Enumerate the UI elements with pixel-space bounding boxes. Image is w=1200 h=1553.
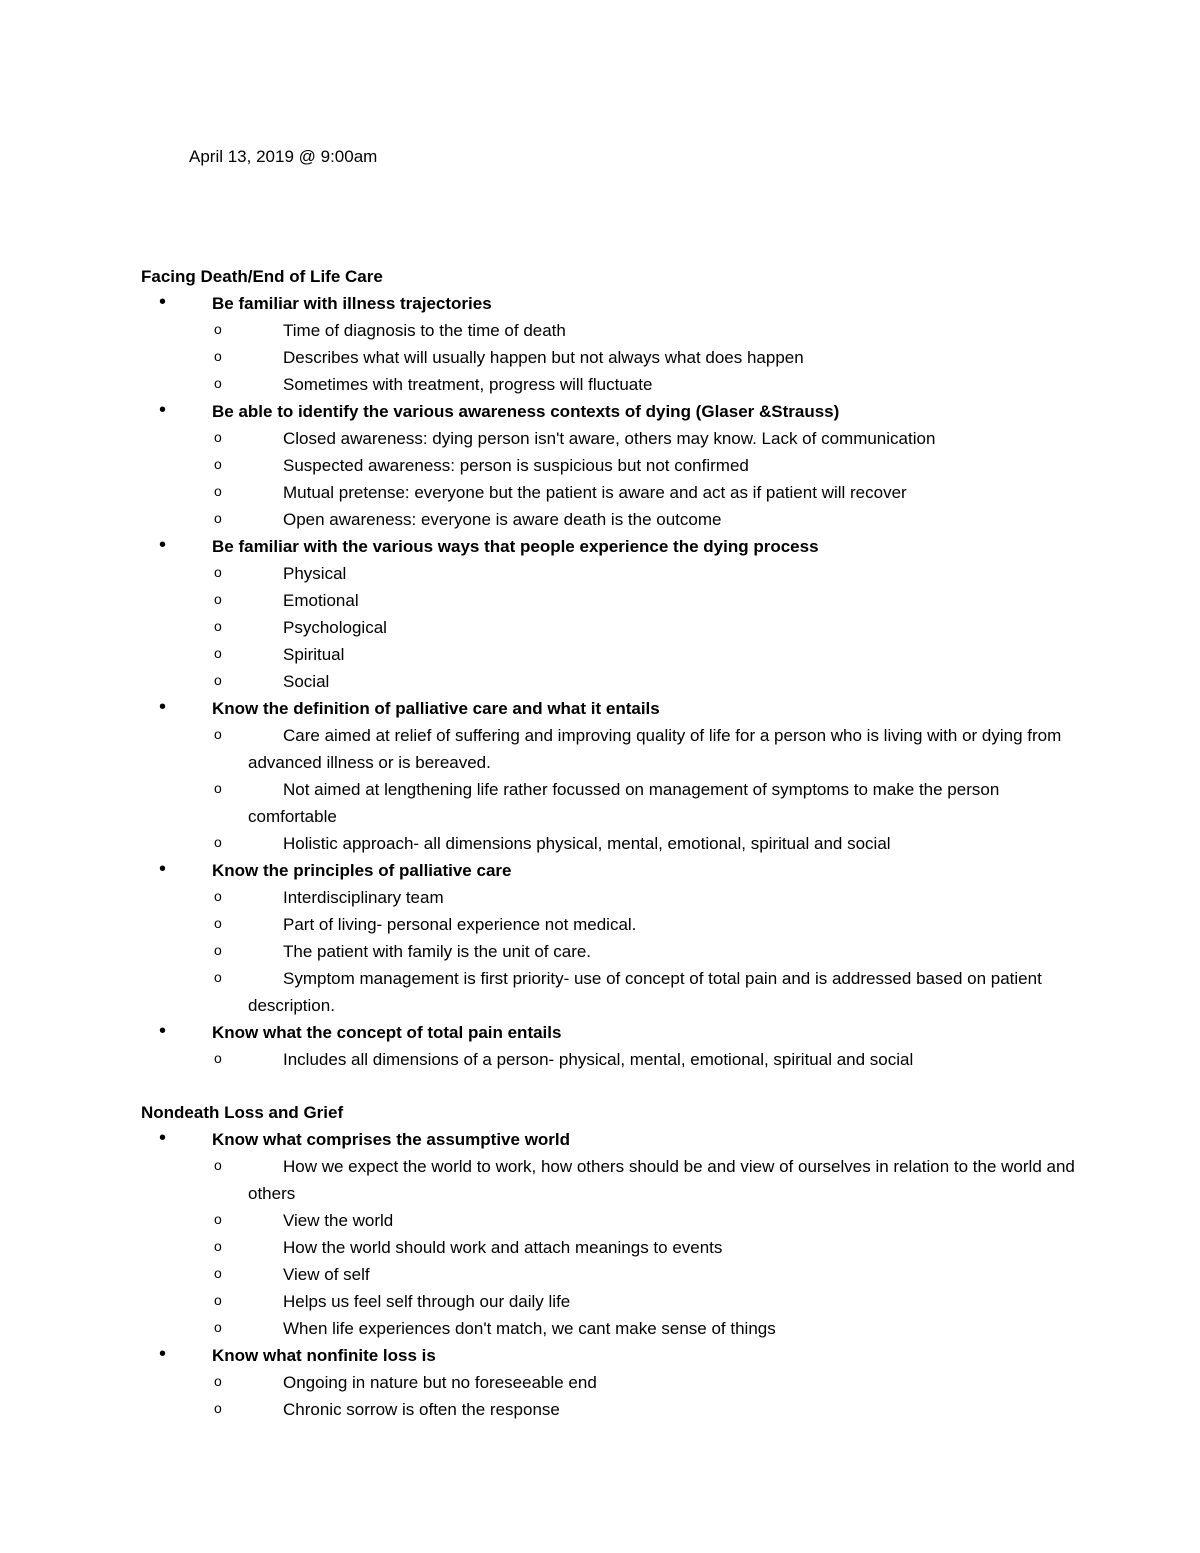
sub-item-text: Describes what will usually happen but not always what does happen — [283, 348, 804, 367]
sub-item-text: Part of living- personal experience not medical. — [283, 915, 637, 934]
sub-item-text: Interdisciplinary team — [283, 888, 444, 907]
bullet-icon: • — [159, 399, 167, 421]
sub-item-text: Spiritual — [283, 645, 345, 664]
topic-item — [141, 290, 1081, 398]
sub-list — [212, 560, 1081, 695]
sub-item — [177, 884, 1081, 911]
sub-item — [177, 1315, 1081, 1342]
sub-item — [177, 1369, 1081, 1396]
bullet-icon: • — [159, 1343, 167, 1365]
sub-item-text: When life experiences don't match, we cant make sense of things — [283, 1319, 776, 1338]
sub-item-text: Time of diagnosis to the time of death — [283, 321, 566, 340]
sub-item-text: View the world — [283, 1211, 394, 1230]
sub-item-text: How we expect the world to work, how others should be and view of ourselves in relation to the world and others — [248, 1157, 1075, 1203]
circle-bullet-icon: o — [214, 1400, 222, 1416]
sub-list — [212, 1369, 1081, 1423]
sub-item-text: The patient with family is the unit of care. — [283, 942, 592, 961]
sub-item-text: Mutual pretense: everyone but the patient is aware and act as if patient will recover — [283, 483, 907, 502]
circle-bullet-icon: o — [214, 672, 222, 688]
sub-item-text: How the world should work and attach meanings to events — [283, 1238, 723, 1257]
topic-item — [141, 398, 1081, 533]
sub-item — [177, 506, 1081, 533]
sub-item-text: Open awareness: everyone is aware death is the outcome — [283, 510, 722, 529]
circle-bullet-icon: o — [214, 645, 222, 661]
sub-item-text: Closed awareness: dying person isn't aware, others may know. Lack of communication — [283, 429, 936, 448]
topic-list — [141, 290, 1081, 1073]
sub-item-text: Chronic sorrow is often the response — [283, 1400, 560, 1419]
sub-item-text: Physical — [283, 564, 347, 583]
circle-bullet-icon: o — [214, 888, 222, 904]
bullet-icon: • — [159, 858, 167, 880]
sub-item — [177, 641, 1081, 668]
sub-item — [177, 344, 1081, 371]
topic-label: Know what nonfinite loss is — [212, 1346, 436, 1365]
sub-item — [177, 1234, 1081, 1261]
circle-bullet-icon: o — [214, 618, 222, 634]
sub-item-text: Emotional — [283, 591, 359, 610]
sub-item — [177, 479, 1081, 506]
spacer — [141, 170, 1081, 263]
sub-item-text: Social — [283, 672, 330, 691]
sub-item-text: Holistic approach- all dimensions physical, mental, emotional, spiritual and social — [283, 834, 891, 853]
circle-bullet-icon: o — [214, 1292, 222, 1308]
circle-bullet-icon: o — [214, 1050, 222, 1066]
sub-list — [212, 425, 1081, 533]
sub-item — [177, 1261, 1081, 1288]
sub-list — [212, 1046, 1081, 1073]
sub-item — [177, 1046, 1081, 1073]
sub-item — [177, 668, 1081, 695]
circle-bullet-icon: o — [214, 1157, 222, 1173]
bullet-icon: • — [159, 534, 167, 556]
sub-item — [177, 938, 1081, 965]
bullet-icon: • — [159, 291, 167, 313]
section-heading: Facing Death/End of Life Care — [141, 267, 383, 286]
circle-bullet-icon: o — [214, 780, 222, 796]
sub-list — [212, 317, 1081, 398]
sub-item — [177, 425, 1081, 452]
sub-item — [177, 911, 1081, 938]
circle-bullet-icon: o — [214, 510, 222, 526]
sub-item-text: Not aimed at lengthening life rather focussed on management of symptoms to make the person comfortable — [248, 780, 1000, 826]
topic-item — [141, 857, 1081, 1019]
topic-item — [141, 1019, 1081, 1073]
circle-bullet-icon: o — [214, 1373, 222, 1389]
topic-item — [141, 1342, 1081, 1423]
topic-label: Know the principles of palliative care — [212, 861, 512, 880]
circle-bullet-icon: o — [214, 1238, 222, 1254]
topic-item — [141, 533, 1081, 695]
sub-item-text: Symptom management is first priority- use of concept of total pain and is addressed based on patient description. — [248, 969, 1042, 1015]
topic-label: Be able to identify the various awareness contexts of dying (Glaser &Strauss) — [212, 402, 840, 421]
sub-item-text: Helps us feel self through our daily life — [283, 1292, 571, 1311]
topic-label: Know what comprises the assumptive world — [212, 1130, 571, 1149]
sub-item-text: Suspected awareness: person is suspicious but not confirmed — [283, 456, 749, 475]
bullet-icon: • — [159, 696, 167, 718]
circle-bullet-icon: o — [214, 591, 222, 607]
topic-item — [141, 695, 1081, 857]
circle-bullet-icon: o — [214, 1265, 222, 1281]
sub-item — [177, 317, 1081, 344]
sub-item — [177, 560, 1081, 587]
section-spacer — [141, 1073, 1081, 1099]
sub-item — [177, 1288, 1081, 1315]
circle-bullet-icon: o — [214, 834, 222, 850]
sub-item-text: Ongoing in nature but no foreseeable end — [283, 1373, 597, 1392]
sub-item — [177, 614, 1081, 641]
circle-bullet-icon: o — [214, 321, 222, 337]
sub-item-text: Care aimed at relief of suffering and improving quality of life for a person who is living with or dying from advanced illness or is bereaved. — [248, 726, 1062, 772]
circle-bullet-icon: o — [214, 483, 222, 499]
sub-item — [177, 1153, 1081, 1207]
sub-item — [177, 776, 1081, 830]
circle-bullet-icon: o — [214, 348, 222, 364]
sub-item — [177, 830, 1081, 857]
sections-container — [141, 263, 1081, 1423]
sub-list — [212, 722, 1081, 857]
section-heading: Nondeath Loss and Grief — [141, 1103, 344, 1122]
bullet-icon: • — [159, 1020, 167, 1042]
document-page — [141, 143, 1081, 1423]
sub-item — [177, 587, 1081, 614]
topic-label: Know the definition of palliative care and what it entails — [212, 699, 660, 718]
circle-bullet-icon: o — [214, 969, 222, 985]
circle-bullet-icon: o — [214, 942, 222, 958]
circle-bullet-icon: o — [214, 1211, 222, 1227]
sub-item — [177, 371, 1081, 398]
sub-item — [177, 722, 1081, 776]
sub-item-text: Sometimes with treatment, progress will fluctuate — [283, 375, 653, 394]
topic-label: Be familiar with illness trajectories — [212, 294, 492, 313]
sub-item — [177, 1207, 1081, 1234]
sub-list — [212, 884, 1081, 1019]
topic-label: Be familiar with the various ways that people experience the dying process — [212, 537, 819, 556]
date-line: April 13, 2019 @ 9:00am — [189, 147, 378, 166]
bullet-icon: • — [159, 1127, 167, 1149]
circle-bullet-icon: o — [214, 726, 222, 742]
circle-bullet-icon: o — [214, 429, 222, 445]
circle-bullet-icon: o — [214, 915, 222, 931]
sub-item-text: View of self — [283, 1265, 370, 1284]
topic-item — [141, 1126, 1081, 1342]
sub-item-text: Psychological — [283, 618, 387, 637]
circle-bullet-icon: o — [214, 456, 222, 472]
sub-item — [177, 1396, 1081, 1423]
circle-bullet-icon: o — [214, 1319, 222, 1335]
sub-list — [212, 1153, 1081, 1342]
circle-bullet-icon: o — [214, 375, 222, 391]
sub-item — [177, 965, 1081, 1019]
topic-list — [141, 1126, 1081, 1423]
sub-item — [177, 452, 1081, 479]
circle-bullet-icon: o — [214, 564, 222, 580]
topic-label: Know what the concept of total pain entails — [212, 1023, 562, 1042]
sub-item-text: Includes all dimensions of a person- physical, mental, emotional, spiritual and social — [283, 1050, 914, 1069]
